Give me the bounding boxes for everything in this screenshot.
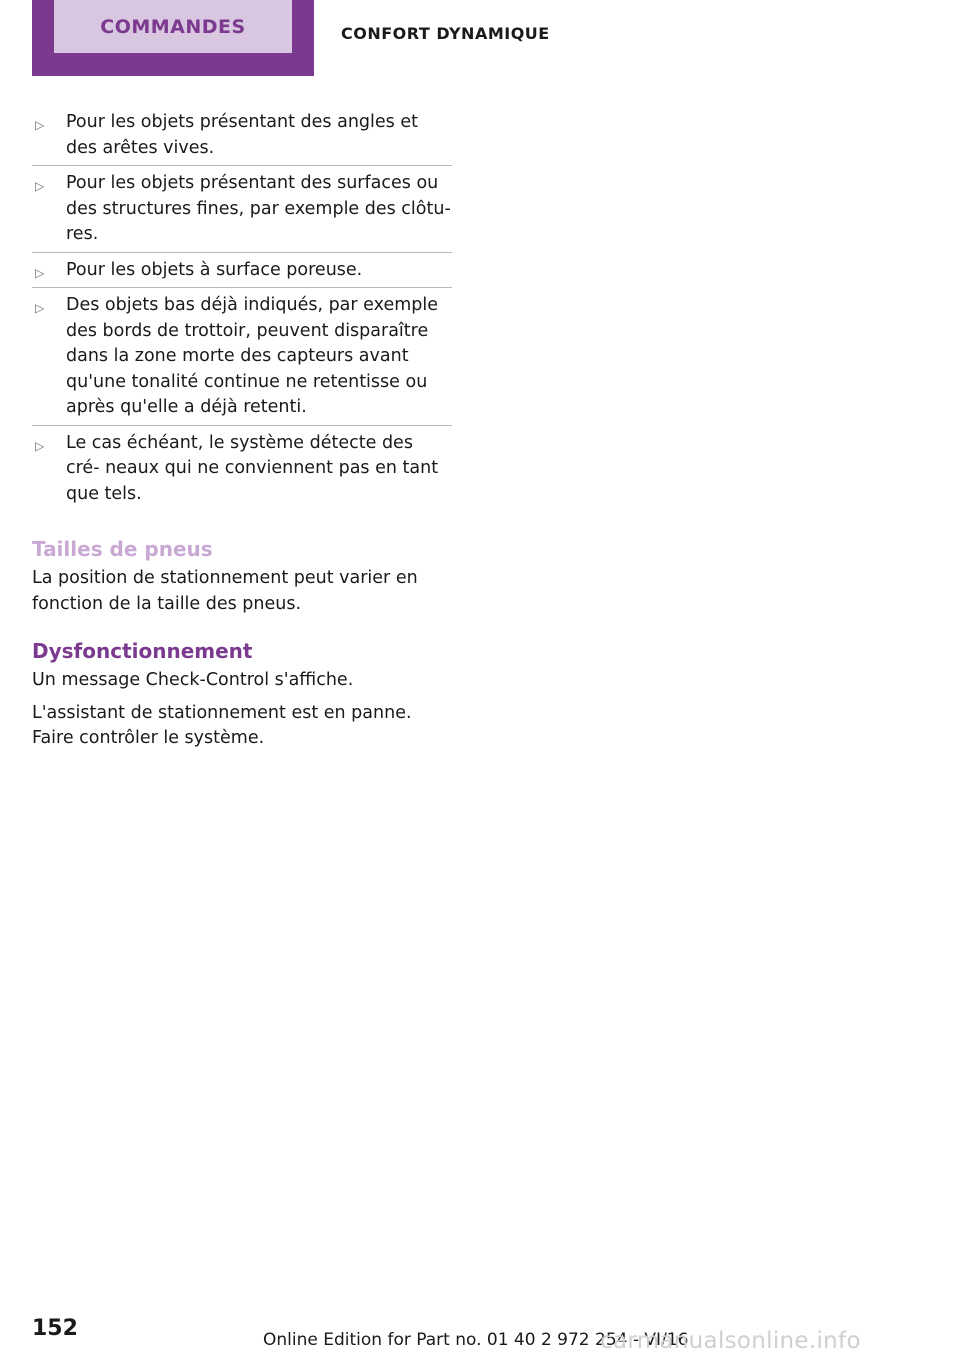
list-item bbox=[32, 425, 452, 512]
list-item-text: Le cas échéant, le système détecte des cré‐ neaux qui ne conviennent pas en tant que tels. bbox=[66, 432, 439, 504]
triangle-right-icon: ▷ bbox=[35, 438, 45, 453]
list-item-text: Pour les objets présentant des surfaces ou des structures fines, par exemple des clôtu‐ res. bbox=[66, 173, 451, 244]
edition-footer: Online Edition for Part no. 01 40 2 972 254 - VI/16 bbox=[263, 1330, 689, 1350]
chapter-tab-inner bbox=[54, 0, 292, 53]
triangle-right-icon: ▷ bbox=[35, 118, 45, 132]
list-item bbox=[32, 252, 452, 288]
page-content bbox=[32, 108, 452, 752]
chapter-tab bbox=[32, 0, 314, 76]
malfunction-heading: Dysfonctionnement bbox=[32, 639, 253, 663]
malfunction-line-2: L'assistant de stationnement est en panne. Faire contrôler le système. bbox=[32, 702, 412, 748]
triangle-right-icon: ▷ bbox=[35, 179, 45, 193]
bullet-list bbox=[32, 108, 452, 511]
list-item-text: Pour les objets à surface poreuse. bbox=[66, 259, 363, 280]
triangle-right-icon: ▷ bbox=[35, 301, 45, 315]
list-item bbox=[32, 108, 452, 165]
list-item bbox=[32, 287, 452, 425]
watermark: carmanualsonline.info bbox=[600, 1328, 861, 1354]
list-item bbox=[32, 165, 452, 252]
section-title: CONFORT DYNAMIQUE bbox=[341, 24, 550, 43]
tire-sizes-heading: Tailles de pneus bbox=[32, 537, 213, 561]
list-item-text: Des objets bas déjà indiqués, par exemple des bords de trottoir, peuvent disparaître dans la zone morte des capteurs avant qu'une tonalité continue ne retentisse ou après qu'elle a déjà retenti. bbox=[66, 295, 438, 417]
list-item-text: Pour les objets présentant des angles et des arêtes vives. bbox=[66, 112, 418, 158]
tire-sizes-text: La position de stationnement peut varier en fonction de la taille des pneus. bbox=[32, 568, 418, 614]
chapter-tab-label: COMMANDES bbox=[100, 15, 246, 38]
triangle-right-icon: ▷ bbox=[35, 265, 45, 280]
malfunction-line-1: Un message Check-Control s'affiche. bbox=[32, 670, 354, 690]
page-number: 152 bbox=[32, 1316, 78, 1341]
